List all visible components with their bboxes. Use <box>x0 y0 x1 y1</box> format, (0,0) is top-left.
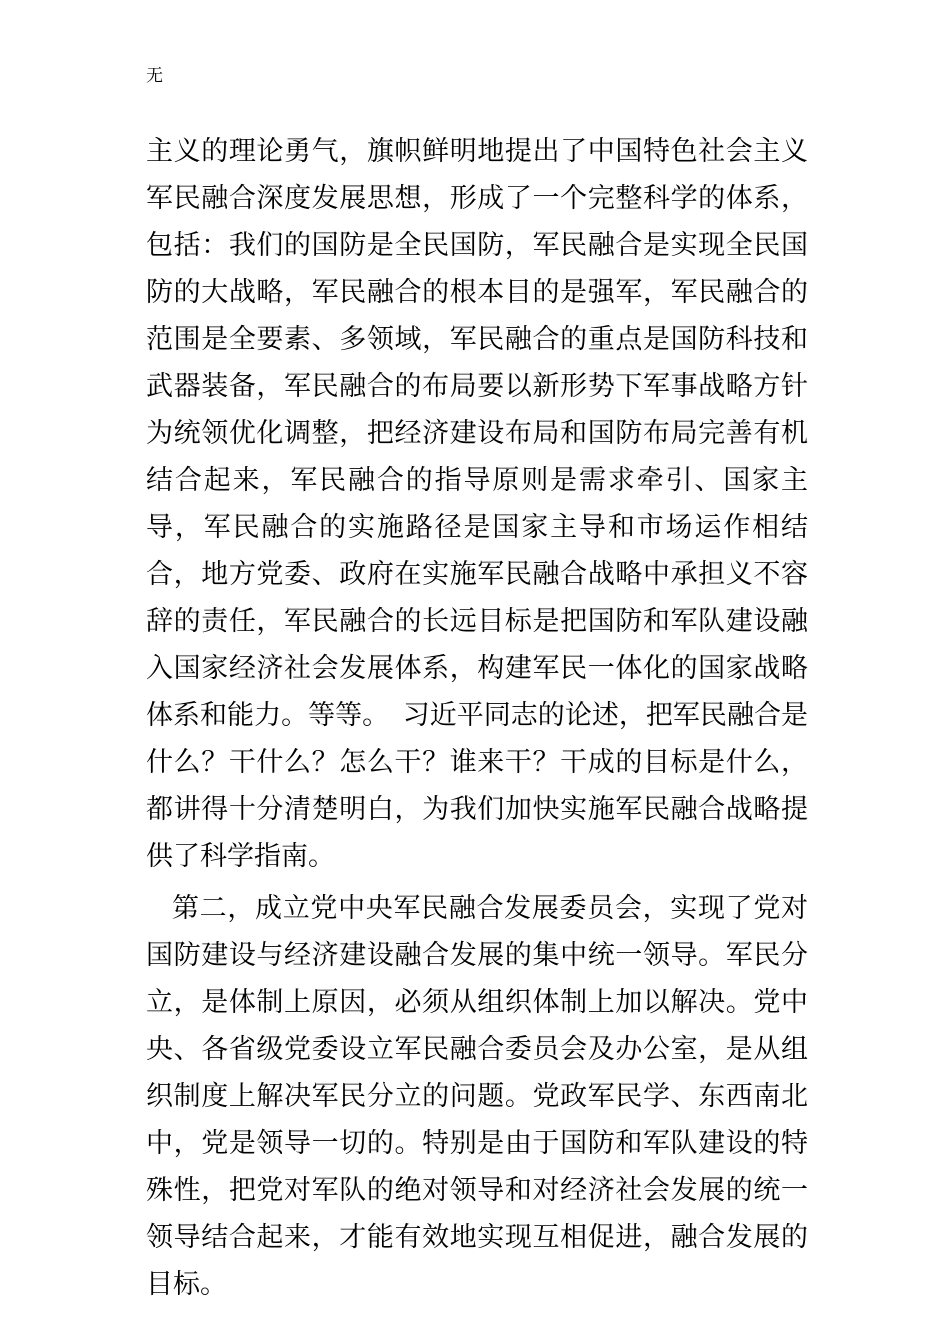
page-header: 无 <box>146 66 163 86</box>
body-paragraph-1: 主义的理论勇气，旗帜鲜明地提出了中国特色社会主义军民融合深度发展思想，形成了一个完整科学的体系，包括：我们的国防是全民国防，军民融合是实现全民国防的大战略，军民融合的根本目的是强军，军民融合的范围是全要素、多领域，军民融合的重点是国防科技和武器装备，军民融合的布局要以新形势下军事战略方针为统领优化调整，把经济建设布局和国防布局完善有机结合起来，军民融合的指导原则是需求牵引、国家主导，军民融合的实施路径是国家主导和市场运作相结合，地方党委、政府在实施军民融合战略中承担义不容辞的责任，军民融合的长远目标是把国防和军队建设融入国家经济社会发展体系，构建军民一体化的国家战略体系和能力。等等。 习近平同志的论述，把军民融合是什么？干什么？怎么干？谁来干？干成的目标是什么，都讲得十分清楚明白，为我们加快实施军民融合战略提供了科学指南。 <box>146 136 808 872</box>
document-body <box>146 128 808 1308</box>
body-paragraph-2: 第二，成立党中央军民融合发展委员会，实现了党对国防建设与经济建设融合发展的集中统一领导。军民分立，是体制上原因，必须从组织体制上加以解决。党中央、各省级党委设立军民融合委员会及办公室，是从组织制度上解决军民分立的问题。党政军民学、东西南北中，党是领导一切的。特别是由于国防和军队建设的特殊性，把党对军队的绝对领导和对经济社会发展的统一领导结合起来，才能有效地实现互相促进，融合发展的目标。 <box>146 893 808 1300</box>
